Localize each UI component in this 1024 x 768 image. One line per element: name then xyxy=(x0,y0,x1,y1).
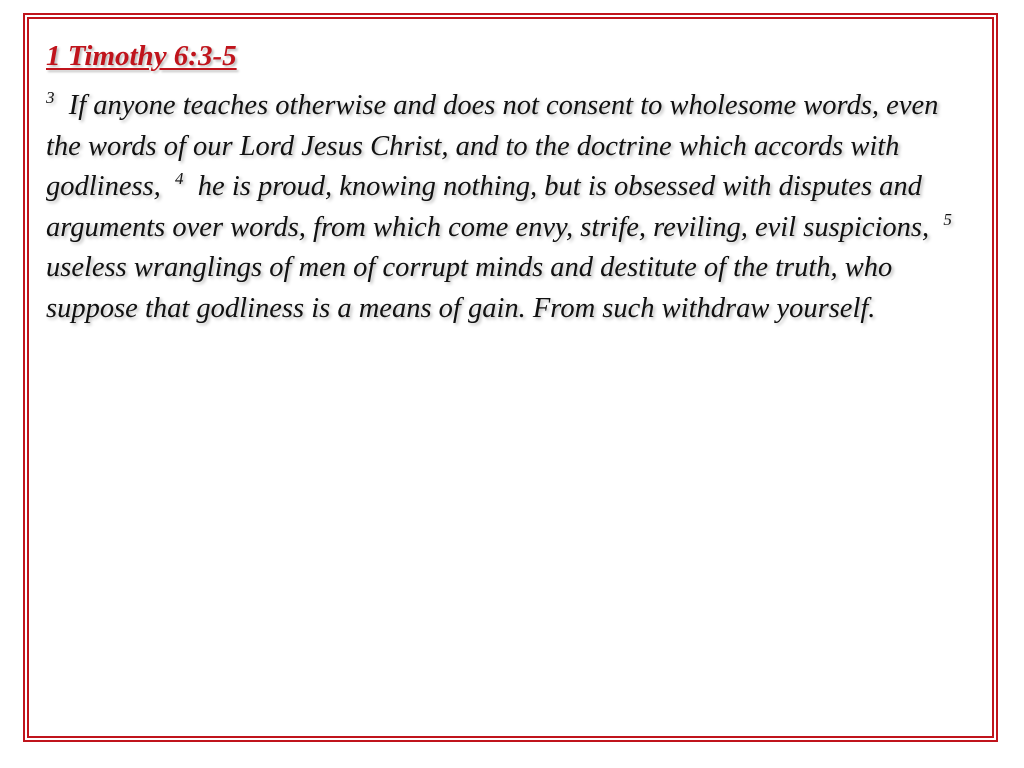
verse-text: If anyone teaches otherwise and does not consent to wholesome words, even the words of our Lord Jesus Christ, and to the doctrine which accords with godliness, xyxy=(46,90,939,202)
verse-number: 5 xyxy=(943,209,952,229)
verse-number: 4 xyxy=(175,169,184,188)
slide-content xyxy=(46,36,976,329)
verse-text: he is proud, knowing nothing, but is obsessed with disputes and arguments over words, from which come envy, strife, reviling, evil suspicions, xyxy=(46,171,930,243)
verse-number: 3 xyxy=(46,88,55,107)
scripture-reference-title: 1 Timothy 6:3-5 xyxy=(46,40,237,72)
verse-text: useless wranglings of men of corrupt minds and destitute of the truth, who suppose that godliness is a means of gain. From such withdraw yourself. xyxy=(46,252,893,324)
scripture-passage xyxy=(46,86,976,329)
